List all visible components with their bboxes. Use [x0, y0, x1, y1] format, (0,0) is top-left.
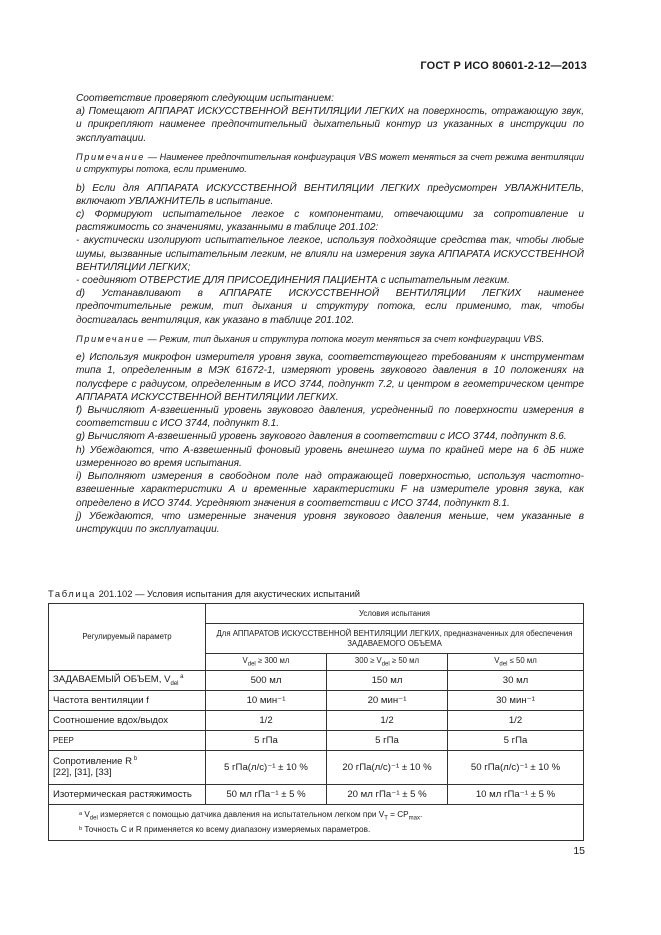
cell: 1/2 — [206, 710, 327, 730]
note-text: — Наименее предпочтительная конфигурация VBS может меняться за счет режима вентиляции и структуры потока, если применимо. — [76, 151, 584, 175]
table-row — [49, 750, 584, 784]
note-label: Примечание — [76, 333, 145, 344]
col-header-1: $V_{del} \ge 300$ мл — [206, 654, 327, 671]
paragraph-h: h) Убеждаются, что А-взвешенный фоновый уровень внешнего шума по крайней мере на 6 дБ ниже измеренного во время испытания. — [76, 444, 584, 469]
paragraph-c2: - соединяют ОТВЕРСТИЕ ДЛЯ ПРИСОЕДИНЕНИЯ ПАЦИЕНТА с испытательным легким. — [76, 275, 510, 287]
note-text: — Режим, тип дыхания и структура потока могут меняться за счет конфигурации VBS. — [144, 333, 545, 344]
cell: 30 мин⁻¹ — [448, 690, 584, 710]
paragraph-c1: - акустически изолируют испытательное легкое, используя подходящие средства так, чтобы любые шумы, вызванные испытательным легким, не влияли на измерения звука АППАРАТА ИСКУССТВЕННОЙ ВЕНТИЛЯЦИИ ЛЕГКИХ; — [76, 235, 584, 273]
cell: 20 гПа(л/с)⁻¹ ± 10 % — [327, 750, 448, 784]
row-param: ЗАДАВАЕМЫЙ ОБЪЕМ, $V_{del}$ $^a$ — [49, 670, 206, 690]
header-for-volume: Для АППАРАТОВ ИСКУССТВЕННОЙ ВЕНТИЛЯЦИИ ЛЕГКИХ, предназначенных для обеспечения ЗАДАВАЕМОГО ОБЪЕМА — [206, 624, 584, 654]
cell: 1/2 — [327, 710, 448, 730]
cell: 5 гПа — [327, 730, 448, 750]
cell: 10 мл гПа⁻¹ ± 5 % — [448, 784, 584, 804]
cell: 5 гПа — [448, 730, 584, 750]
note-label: Примечание — [76, 151, 145, 162]
cell: 10 мин⁻¹ — [206, 690, 327, 710]
col-header-2: $300 \ge V_{del} \ge 50$ мл — [327, 654, 448, 671]
table-row — [49, 670, 584, 690]
paragraph-c: c) Формируют испытательное легкое с компонентами, отвечающими за сопротивление и растяжимость со значениями, указанными в таблице 201.102: — [76, 209, 584, 234]
table-row — [49, 710, 584, 730]
test-conditions-table — [48, 603, 584, 841]
table-caption — [48, 588, 360, 599]
note-2 — [76, 333, 584, 345]
col-header-3: $V_{del} \le 50$ мл — [448, 654, 584, 671]
cell: 30 мл — [448, 670, 584, 690]
cell: 500 мл — [206, 670, 327, 690]
paragraph-f: f) Вычисляют А-взвешенный уровень звукового давления, усредненный по поверхности измерения в соответствии с ИСО 3744, подпункт 8.1. — [76, 405, 584, 430]
paragraph-i: i) Выполняют измерения в свободном поле над отражающей поверхностью, используя частотно-взвешенные характеристики А и временные характеристики F на измерителе уровня звука, как определено в ИСО 3744. Усредняют значения в соответствии с ИСО 3744, подпункт 8.1. — [76, 471, 584, 509]
caption-label: Таблица — [48, 588, 96, 599]
caption-text: 201.102 — Условия испытания для акустических испытаний — [95, 588, 361, 599]
footnote-a: ᵃ $V_{del}$ измеряется с помощью датчика давления на испытательном легком при $V_T = CP_{max}$. — [79, 809, 423, 822]
table-footnotes — [49, 804, 584, 841]
cell: 5 гПа — [206, 730, 327, 750]
paragraph-b: b) Если для АППАРАТА ИСКУССТВЕННОЙ ВЕНТИЛЯЦИИ ЛЕГКИХ предусмотрен УВЛАЖНИТЕЛЬ, включают УВЛАЖНИТЕЛЬ в испытание. — [76, 182, 584, 207]
cell: 20 мин⁻¹ — [327, 690, 448, 710]
header-conditions: Условия испытания — [206, 604, 584, 624]
row-param: PEEP — [49, 730, 206, 750]
cell: 50 мл гПа⁻¹ ± 5 % — [206, 784, 327, 804]
table-row — [49, 730, 584, 750]
paragraph-j: j) Убеждаются, что измеренные значения уровня звукового давления меньше, чем указанные в инструкции по эксплуатации. — [76, 510, 584, 535]
row-param: Изотермическая растяжимость — [49, 784, 206, 804]
cell: 20 мл гПа⁻¹ ± 5 % — [327, 784, 448, 804]
paragraph-e: e) Используя микрофон измерителя уровня звука, соответствующего требованиям к инструментам типа 1, определенным в МЭК 61672-1, измеряют уровень звукового давления в 10 положениях на полусфере с радиусом, определенным в ИСО 3744, подпункт 7.2, и центром в геометрическом центре АППАРАТА ИСКУССТВЕННОЙ ВЕНТИЛЯЦИИ ЛЕГКИХ. — [76, 352, 584, 403]
cell: 150 мл — [327, 670, 448, 690]
note-1 — [76, 151, 584, 176]
cell: 1/2 — [448, 710, 584, 730]
row-param: Соотношение вдох/выдох — [49, 710, 206, 730]
page-number: 15 — [573, 845, 585, 857]
document-header: ГОСТ Р ИСО 80601-2-12—2013 — [420, 60, 587, 72]
paragraph-d: d) Устанавливают в АППАРАТЕ ИСКУССТВЕННОЙ ВЕНТИЛЯЦИИ ЛЕГКИХ наименее предпочтительные режим, тип дыхания и структуру потока, если применимо, так, чтобы достигалась вентиляция, как указано в таблице 201.102. — [76, 288, 584, 326]
paragraph-g: g) Вычисляют А-взвешенный уровень звукового давления в соответствии с ИСО 3744, подпункт 8.6. — [76, 431, 567, 443]
table-row — [49, 784, 584, 804]
cell: 50 гПа(л/с)⁻¹ ± 10 % — [448, 750, 584, 784]
cell: 5 гПа(л/с)⁻¹ ± 10 % — [206, 750, 327, 784]
paragraph-intro: Соответствие проверяют следующим испытанием: — [76, 93, 334, 104]
paragraph-a: a) Помещают АППАРАТ ИСКУССТВЕННОЙ ВЕНТИЛЯЦИИ ЛЕГКИХ на поверхность, отражающую звук, и прикрепляют наименее предпочтительный дыхательный контур из указанных в инструкции по эксплуатации. — [76, 106, 584, 144]
footnote-b: ᵇ Точность C и R применяется ко всему диапазону измеряемых параметров. — [79, 825, 371, 835]
row-param: Частота вентиляции f — [49, 690, 206, 710]
header-param: Регулируемый параметр — [49, 604, 206, 671]
row-param: Сопротивление R $^b$ [22], [31], [33] — [49, 750, 206, 784]
main-text — [76, 92, 584, 536]
table-row — [49, 690, 584, 710]
